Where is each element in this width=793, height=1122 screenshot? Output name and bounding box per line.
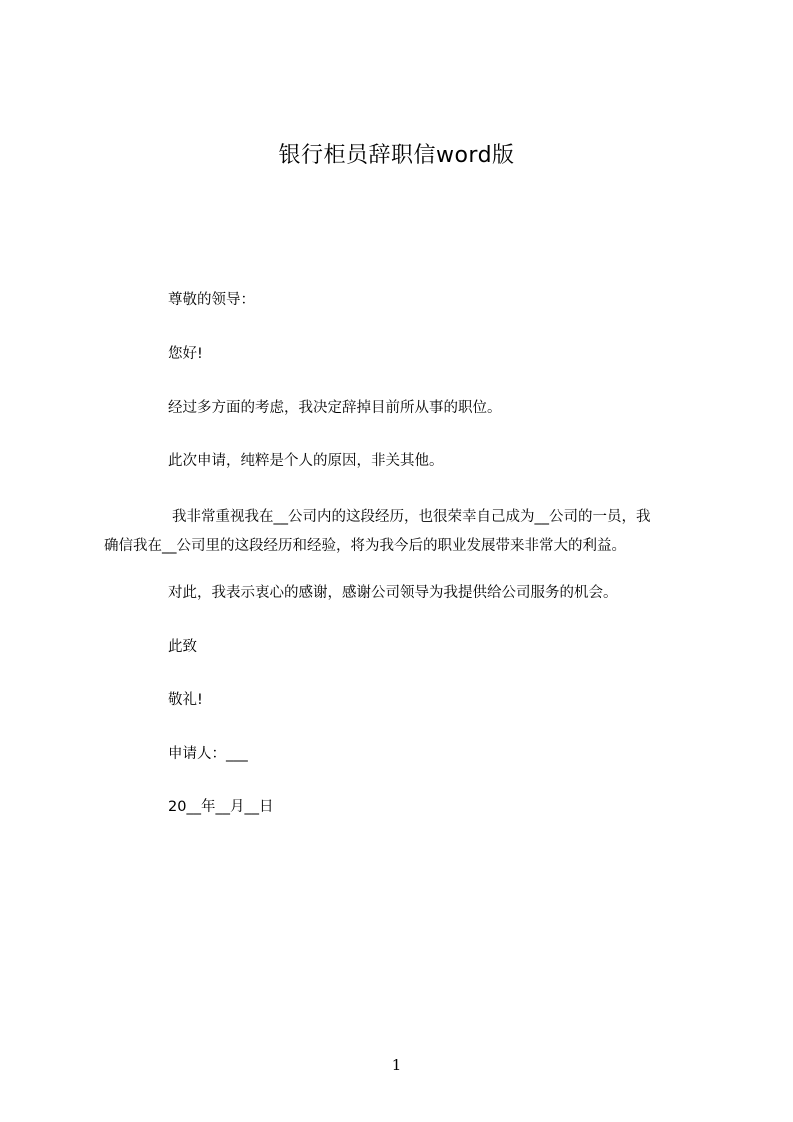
paragraph-experience-line-1: 我非常重视我在__公司内的这段经历，也很荣幸自己成为__公司的一员，我	[172, 509, 651, 525]
paragraph-experience-line-2: 确信我在__公司里的这段经历和经验，将为我今后的职业发展带来非常大的利益。	[104, 538, 626, 554]
page-number: 1	[391, 1056, 402, 1074]
closing-line-1: 此致	[168, 639, 197, 655]
paragraph-experience	[104, 503, 704, 561]
applicant-line: 申请人：___	[168, 746, 248, 762]
paragraph-thanks: 对此，我表示衷心的感谢，感谢公司领导为我提供给公司服务的机会。	[168, 585, 618, 601]
salutation-line: 您好!	[168, 346, 203, 362]
closing-line-2: 敬礼!	[168, 692, 203, 708]
date-line: 20__年__月__日	[168, 799, 274, 815]
paragraph-reason: 此次申请，纯粹是个人的原因，非关其他。	[168, 453, 444, 469]
paragraph-decision: 经过多方面的考虑，我决定辞掉目前所从事的职位。	[168, 400, 502, 416]
document-title: 银行柜员辞职信word版	[278, 143, 515, 168]
greeting-line: 尊敬的领导：	[168, 292, 255, 308]
